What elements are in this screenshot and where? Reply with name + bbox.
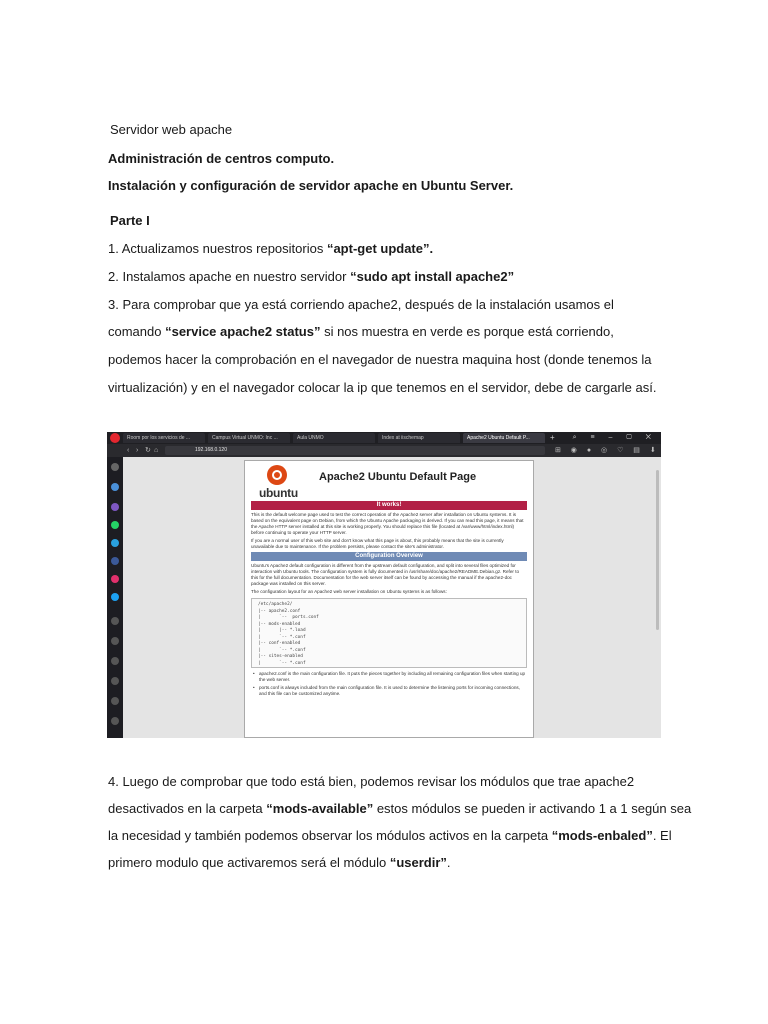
reload-icon[interactable]: ↻	[145, 447, 151, 454]
step-4-line-4: primero modulo que activaremos será el módulo “userdir”.	[108, 855, 451, 870]
home-icon[interactable]: ⌂	[154, 447, 159, 454]
sidebar-twitter-icon[interactable]	[111, 593, 119, 601]
sidebar-bookmarks-icon[interactable]	[111, 657, 119, 665]
step-1: 1. Actualizamos nuestros repositorios “apt-get update”.	[108, 241, 434, 256]
sidebar-telegram-icon[interactable]	[111, 539, 119, 547]
window-controls[interactable]: ⌕ ≡ – ▢ ✕	[572, 434, 657, 441]
step-3-line-2: comando “service apache2 status” si nos muestra en verde es porque está corriendo,	[108, 324, 614, 339]
it-works-banner: It works!	[251, 501, 527, 510]
doc-subject: Administración de centros computo.	[108, 151, 335, 166]
page-scrollbar[interactable]	[656, 470, 659, 630]
doc-heading: Servidor web apache	[110, 122, 233, 137]
config-tree: /etc/apache2/ |-- apache2.conf | `-- ports.conf |-- mods-enabled | |-- *.load | `-- *.conf |-- conf-enabled | `-- *.conf |-- sites-enabled | `-- *.conf	[251, 598, 527, 668]
step-3-line-4: virtualización) y en el navegador colocar la ip que tenemos en el servidor, debe de cargarle así.	[108, 380, 657, 395]
ubuntu-logo-icon	[267, 465, 287, 485]
apache-page-title: Apache2 Ubuntu Default Page	[319, 471, 477, 483]
apache-default-page	[244, 460, 534, 738]
apache-bullet: • apache2.conf is the main configuration file. It puts the pieces together by including all remaining configuration files when starting up the web server.	[259, 671, 527, 683]
sidebar-more-icon[interactable]	[111, 717, 119, 725]
sidebar-home-icon[interactable]	[111, 463, 119, 471]
sidebar-whatsapp-icon[interactable]	[111, 521, 119, 529]
doc-part: Parte I	[110, 213, 150, 228]
browser-tab[interactable]: Campus Virtual UNMO: Inc ...	[208, 433, 290, 443]
browser-tab[interactable]: Aula UNMO	[293, 433, 375, 443]
step-4-line-3: la necesidad y también podemos observar los módulos activos en la carpeta “mods-enbaled”. El	[108, 828, 672, 843]
opera-logo-icon	[110, 433, 120, 443]
step-3-line-1: 3. Para comprobar que ya está corriendo apache2, después de la instalación usamos el	[108, 297, 614, 312]
toolbar-extension-icons[interactable]: ⊞ ◉ ● ◎ ♡ ▤ ⬇	[555, 447, 660, 454]
apache-paragraph: Ubuntu's Apache2 default configuration is different from the upstream default configuration, and split into several files optimized for interaction with Ubuntu tools. The configuration system is fully documented in /usr/share/doc/apache2/README.Debian.gz. Refer to this for the full documentation. Documentation for the web server itself can be found by accessing the manual if the apache2-doc package was installed on this server.	[251, 563, 520, 586]
url-input[interactable]: 192.168.0.120	[165, 446, 545, 455]
address-bar	[107, 444, 661, 457]
sidebar-instagram-icon[interactable]	[111, 575, 119, 583]
browser-tab[interactable]: Index at iischemap	[378, 433, 460, 443]
browser-tab-active[interactable]: Apache2 Ubuntu Default P...	[463, 433, 545, 443]
ubuntu-logo-text: ubuntu	[259, 486, 298, 500]
doc-topic: Instalación y configuración de servidor apache en Ubuntu Server.	[108, 178, 514, 193]
browser-tab[interactable]: Room por los servicios de ...	[123, 433, 205, 443]
sidebar-settings-icon[interactable]	[111, 697, 119, 705]
step-2: 2. Instalamos apache en nuestro servidor “sudo apt install apache2”	[108, 269, 515, 284]
step-3-line-3: podemos hacer la comprobación en el navegador de nuestra maquina host (donde tenemos la	[108, 352, 652, 367]
browser-tab-bar	[107, 432, 661, 444]
browser-sidebar	[107, 457, 123, 738]
new-tab-icon[interactable]: +	[550, 433, 555, 442]
sidebar-history-icon[interactable]	[111, 617, 119, 625]
back-icon[interactable]: ‹	[127, 447, 130, 454]
config-overview-banner: Configuration Overview	[251, 552, 527, 561]
apache-bullet: • ports.conf is always included from the main configuration file. It is used to determine the listening ports for incoming connections, and this file can be customized anytime.	[259, 685, 527, 697]
apache-header	[245, 461, 533, 501]
apache-paragraph: This is the default welcome page used to test the correct operation of the Apache2 server after installation on Ubuntu systems. It is based on the equivalent page on Debian, from which the Ubuntu Apache packaging is derived. If you can read this page, it means that the Apache HTTP server installed at this site is working properly. You should replace this file (located at /var/www/html/index.html) before continuing to operate your HTTP server.	[251, 512, 524, 535]
sidebar-messenger-icon[interactable]	[111, 503, 119, 511]
apache-paragraph: The configuration layout for an Apache2 web server installation on Ubuntu systems is as follows:	[251, 589, 447, 594]
forward-icon[interactable]: ›	[136, 447, 139, 454]
apache-paragraph: If you are a normal user of this web site and don't know what this page is about, this probably means that the site is currently unavailable due to maintenance. If the problem persists, please contact the site's administrator.	[251, 538, 504, 549]
step-4-line-2: desactivados en la carpeta “mods-available” estos módulos se pueden ir activando 1 a 1 según sea	[108, 801, 692, 816]
step-4-line-1: 4. Luego de comprobar que todo está bien, podemos revisar los módulos que trae apache2	[108, 774, 635, 789]
sidebar-vk-icon[interactable]	[111, 557, 119, 565]
sidebar-player-icon[interactable]	[111, 637, 119, 645]
sidebar-messenger-icon[interactable]	[111, 483, 119, 491]
sidebar-clock-icon[interactable]	[111, 677, 119, 685]
